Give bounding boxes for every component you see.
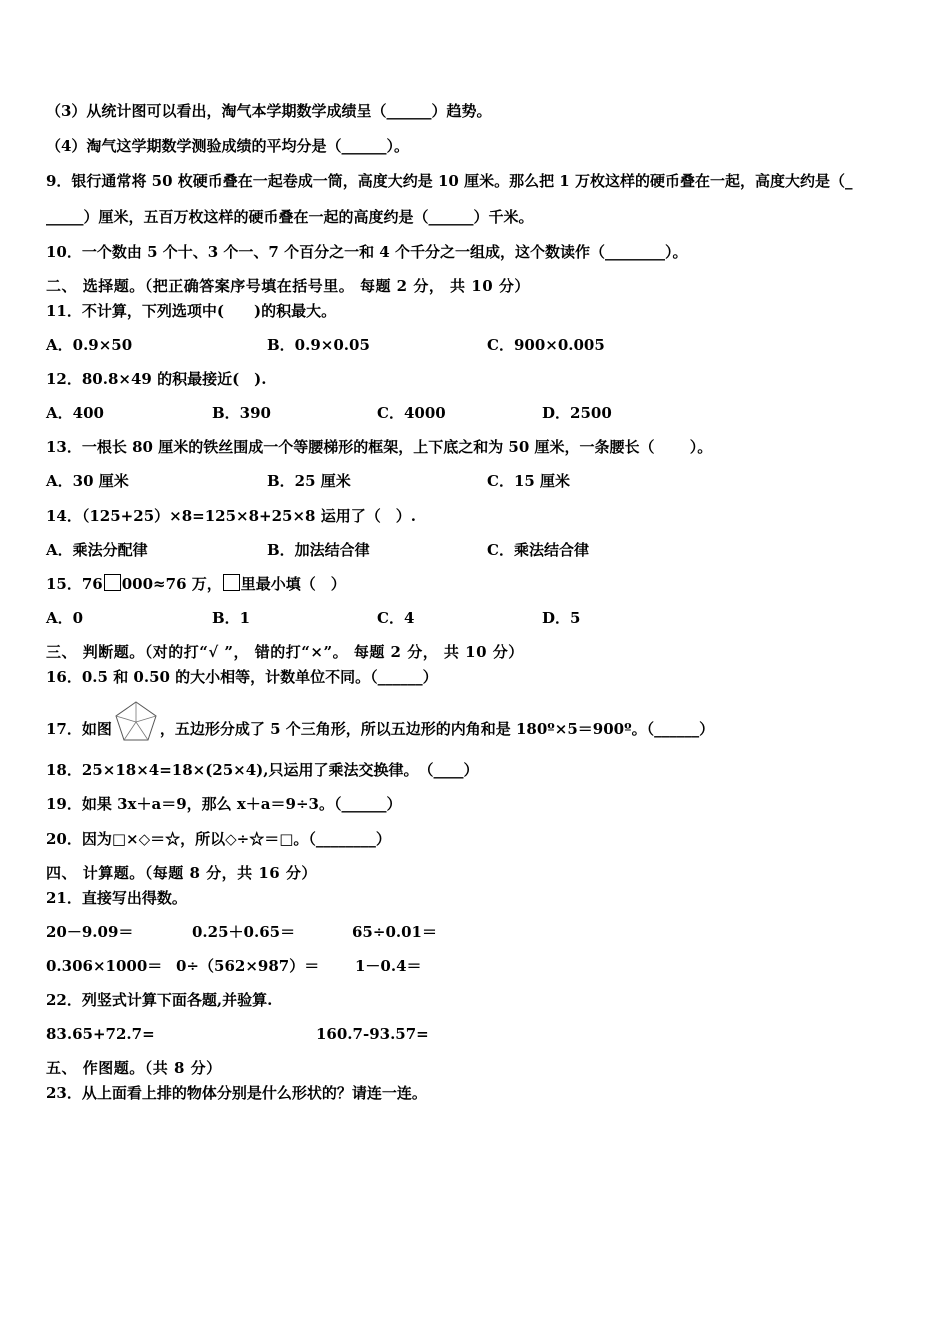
question-17-part-2: ，五边形分成了 5 个三角形，所以五边形的内角和是 180º×5＝900º。（______） (159, 720, 715, 738)
question-15 (46, 574, 346, 594)
question-9-line-1: 9．银行通常将 50 枚硬币叠在一起卷成一筒，高度大约是 10 厘米。那么把 1 万枚这样的硬币叠在一起，高度大约是（_ (46, 172, 853, 190)
question-9-line-2: _____）厘米，五百万枚这样的硬币叠在一起的高度约是（______）千米。 (46, 208, 534, 226)
option-b[interactable]: B．1 (212, 609, 251, 627)
question-15-part-1: 15．76 (46, 575, 103, 593)
question-14: 14．（125+25）×8=125×8+25×8 运用了（ ）. (46, 507, 416, 525)
option-a[interactable]: A．0 (46, 609, 84, 627)
question-15-part-3: 里最小填（ ） (240, 575, 346, 593)
question-12: 12．80.8×49 的积最接近( ). (46, 370, 267, 388)
section-5-heading: 五、 作图题。（共 8 分） (46, 1059, 222, 1077)
question-17-part-1: 17．如图 (46, 720, 112, 738)
option-b[interactable]: B．25 厘米 (267, 472, 351, 490)
question-23: 23．从上面看上排的物体分别是什么形状的？请连一连。 (46, 1084, 427, 1102)
question-17 (46, 700, 714, 760)
option-a[interactable]: A．30 厘米 (46, 472, 129, 490)
calc-item: 1－0.4＝ (355, 957, 422, 975)
question-11: 11．不计算，下列选项中( )的积最大。 (46, 302, 337, 320)
option-c[interactable]: C．乘法结合律 (487, 541, 589, 559)
question-21: 21．直接写出得数。 (46, 889, 187, 907)
pentagon-figure-icon (114, 700, 158, 760)
section-2-heading: 二、 选择题。（把正确答案序号填在括号里。 每题 2 分， 共 10 分） (46, 277, 530, 295)
option-d[interactable]: D．5 (542, 609, 581, 627)
option-a[interactable]: A．400 (46, 404, 104, 422)
option-c[interactable]: C．4000 (377, 404, 446, 422)
option-a[interactable]: A．乘法分配律 (46, 541, 148, 559)
calc-item: 0÷（562×987）＝ (176, 957, 320, 975)
option-c[interactable]: C．900×0.005 (487, 336, 605, 354)
section-3-heading: 三、 判断题。（对的打“√ ”， 错的打“×”。 每题 2 分， 共 10 分） (46, 643, 524, 661)
calc-item: 160.7-93.57= (316, 1025, 429, 1043)
option-c[interactable]: C．4 (377, 609, 415, 627)
question-8-part-4: （4）淘气这学期数学测验成绩的平均分是（______）。 (46, 137, 409, 155)
option-d[interactable]: D．2500 (542, 404, 612, 422)
question-20: 20．因为□×◇＝☆，所以◇÷☆＝□。（________） (46, 830, 391, 848)
question-19: 19．如果 3x＋a＝9，那么 x＋a＝9÷3。（______） (46, 795, 402, 813)
question-22: 22．列竖式计算下面各题,并验算. (46, 991, 273, 1009)
question-10: 10．一个数由 5 个十、3 个一、7 个百分之一和 4 个千分之一组成，这个数读作（________）。 (46, 243, 688, 261)
option-b[interactable]: B．390 (212, 404, 271, 422)
option-c[interactable]: C．15 厘米 (487, 472, 571, 490)
calc-item: 20－9.09＝ (46, 923, 134, 941)
question-15-part-2: 000≈76 万， (121, 575, 222, 593)
question-8-part-3: （3）从统计图可以看出，淘气本学期数学成绩呈（______）趋势。 (46, 102, 492, 120)
calc-item: 0.25＋0.65＝ (192, 923, 296, 941)
option-a[interactable]: A．0.9×50 (46, 336, 133, 354)
question-18: 18．25×18×4=18×(25×4),只运用了乘法交换律。 （____） (46, 761, 479, 779)
option-b[interactable]: B．加法结合律 (267, 541, 370, 559)
option-b[interactable]: B．0.9×0.05 (267, 336, 370, 354)
blank-box-icon (223, 574, 240, 591)
blank-box-icon (104, 574, 121, 591)
calc-item: 83.65+72.7= (46, 1025, 155, 1043)
question-16: 16．0.5 和 0.50 的大小相等，计数单位不同。（______） (46, 668, 438, 686)
calc-item: 0.306×1000＝ (46, 957, 163, 975)
calc-item: 65÷0.01＝ (352, 923, 437, 941)
question-13: 13．一根长 80 厘米的铁丝围成一个等腰梯形的框架，上下底之和为 50 厘米，一条腰长（ ）。 (46, 438, 713, 456)
section-4-heading: 四、 计算题。（每题 8 分，共 16 分） (46, 864, 317, 882)
